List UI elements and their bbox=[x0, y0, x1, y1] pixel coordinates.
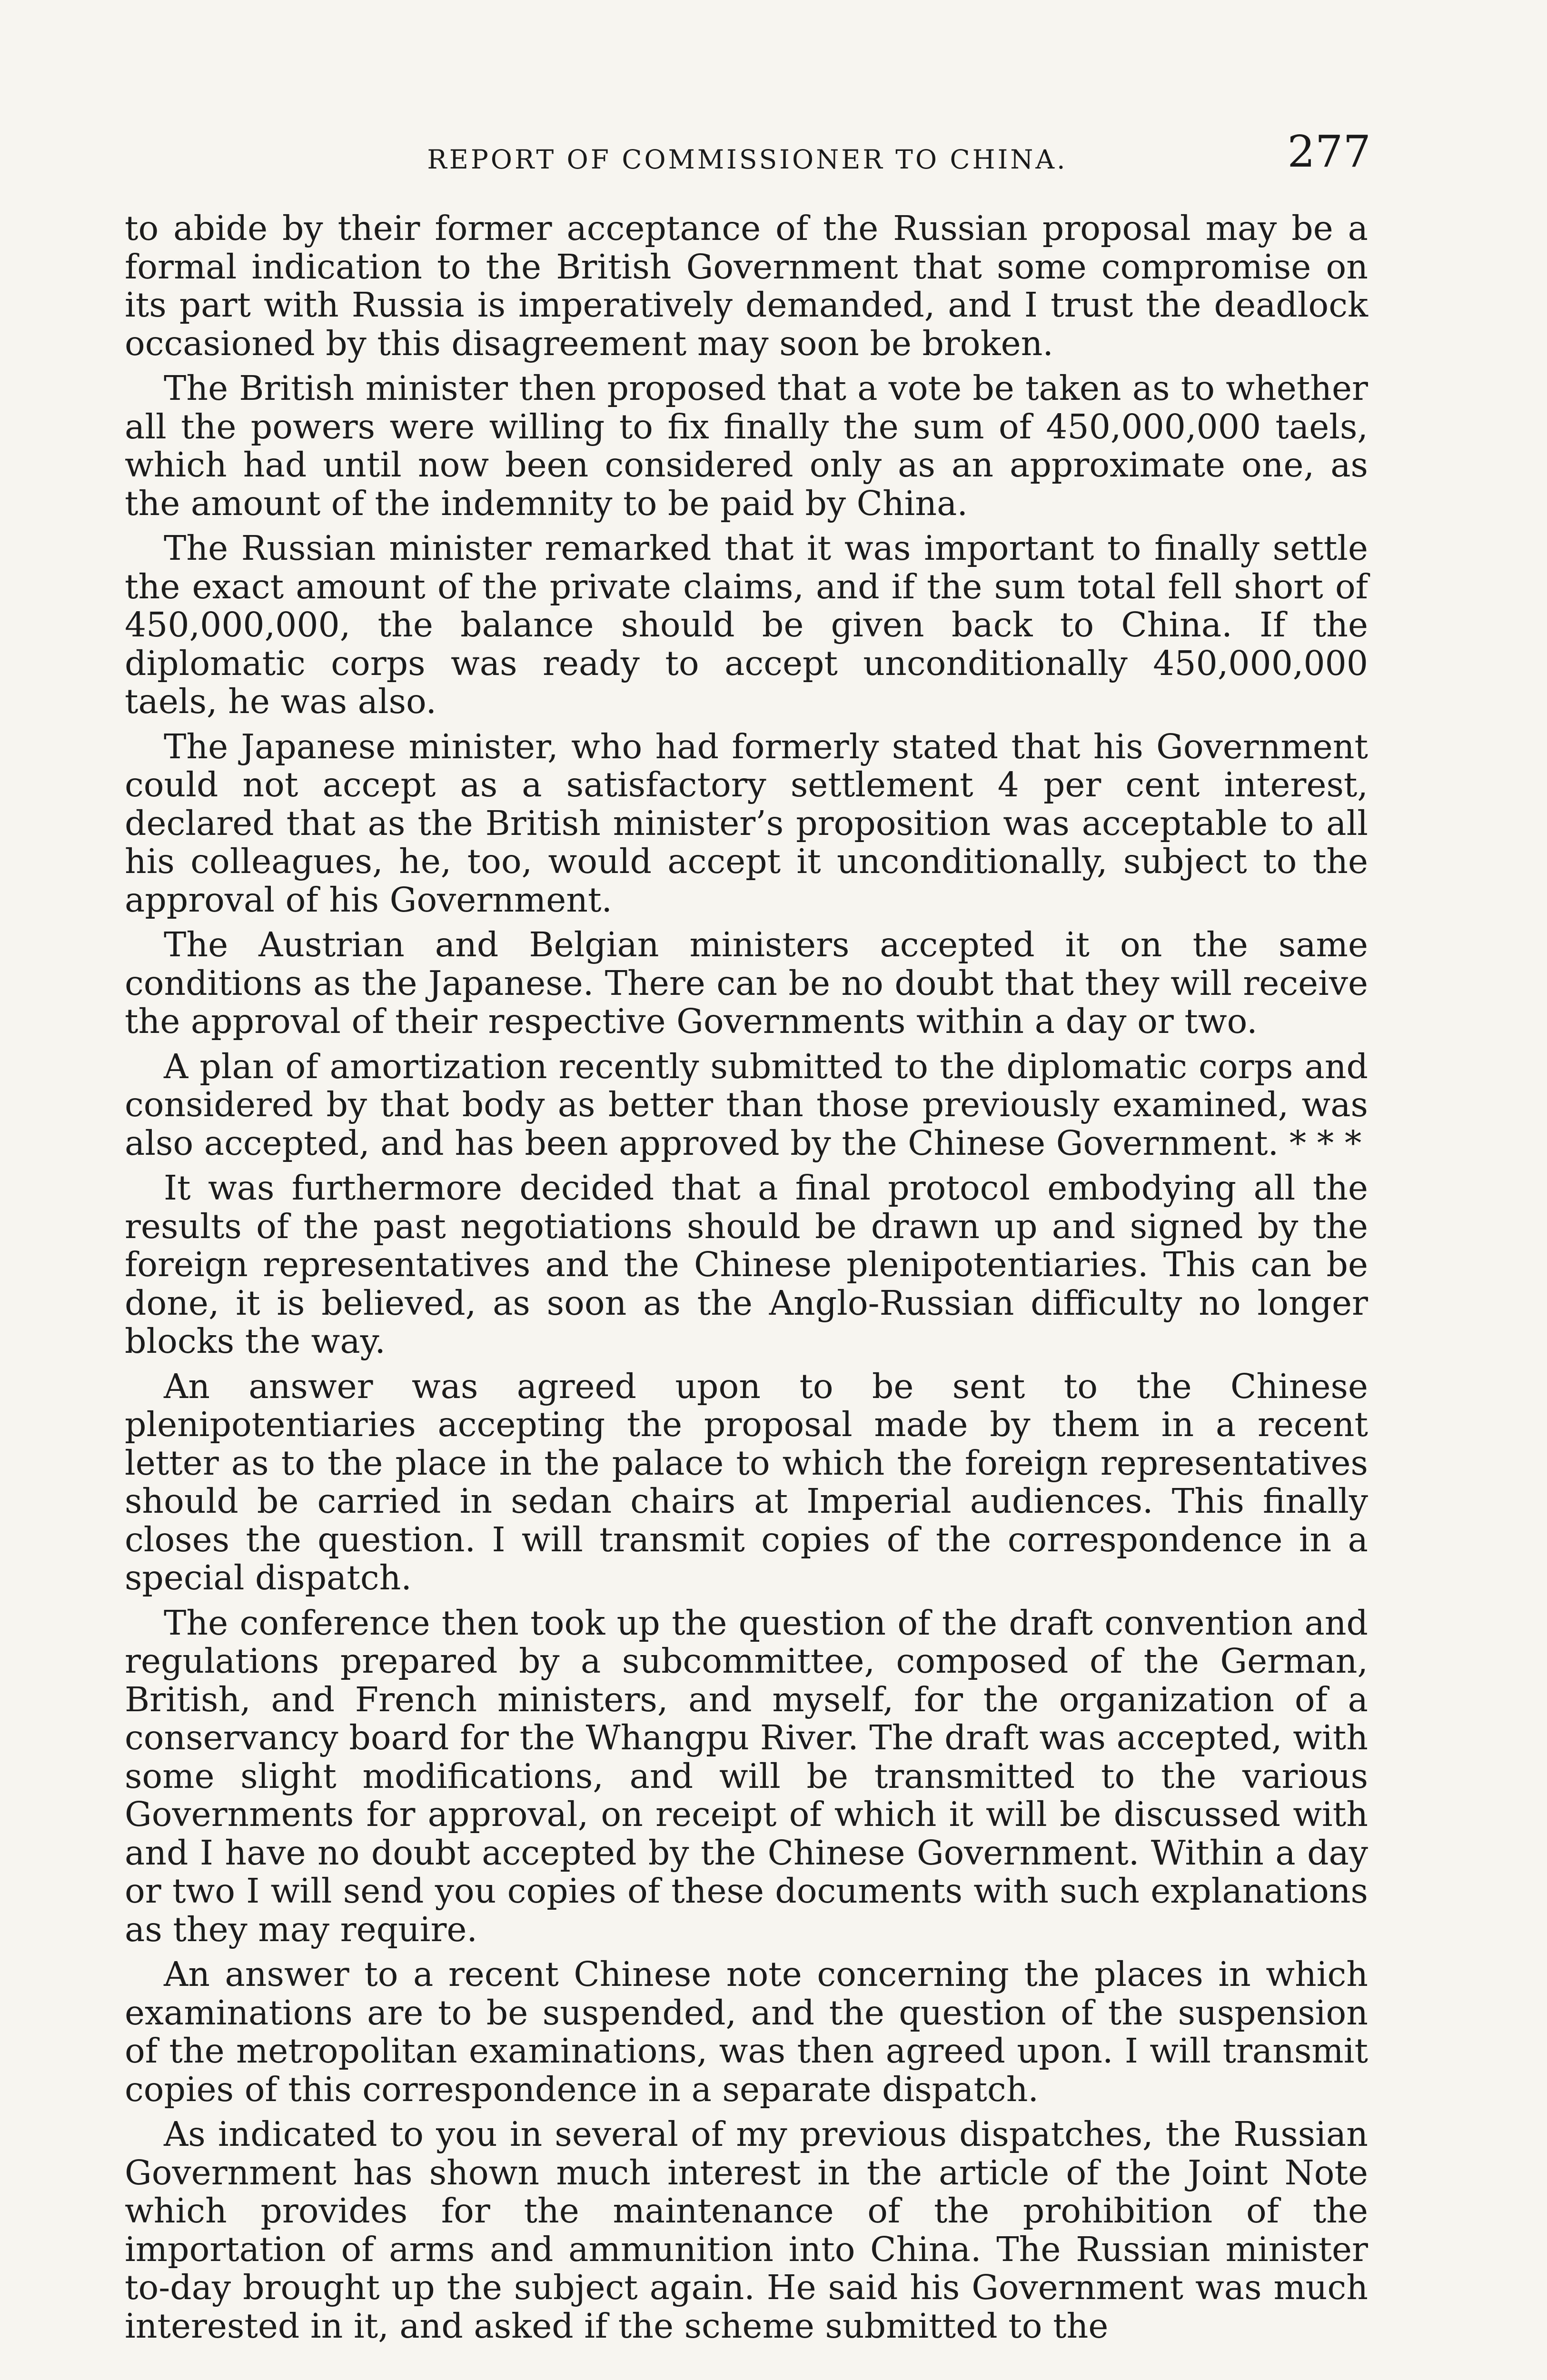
paragraph-amortization: A plan of amortization recently submitted to the diplomatic corps and considered by that body as better than those previously examined, was also accepted, and has been approved by the Chinese Government. * * * bbox=[125, 1046, 1368, 1163]
paragraph-final-protocol: It was furthermore decided that a final protocol embodying all the results of the past negotiations should be drawn up and signed by the foreign representatives and the Chinese plenipotentiaries. This can be done, it is believed, as soon as the Anglo-Russian difficulty no longer blocks the way. bbox=[125, 1168, 1368, 1361]
paragraph-russian-minister: The Russian minister remarked that it was important to finally settle the exact amount of the private claims, and if the sum total fell short of 450,000,000, the balance should be given back to China. If the diplomatic corps was ready to accept unconditionally 450,000,000 taels, he was also. bbox=[125, 528, 1368, 721]
body-text bbox=[125, 209, 1368, 2352]
paragraph-austrian-belgian: The Austrian and Belgian ministers accepted it on the same conditions as the Japanese. There can be no doubt that they will receive the approval of their respective Governments within a day or two. bbox=[125, 925, 1368, 1041]
page-header bbox=[124, 126, 1371, 178]
paragraph-continuation: to abide by their former acceptance of the Russian proposal may be a formal indication to the British Government that some compromise on its part with Russia is imperatively demanded, and I trust the deadlock occasioned by this disagreement may soon be broken. bbox=[125, 208, 1368, 363]
paragraph-british-vote: The British minister then proposed that a vote be taken as to whether all the powers were willing to fix finally the sum of 450,000,000 taels, which had until now been considered only as an approximate one, as the amount of the indemnity to be paid by China. bbox=[125, 368, 1368, 523]
paragraph-sedan-chairs: An answer was agreed upon to be sent to the Chinese plenipotentiaries accepting the proposal made by them in a recent letter as to the place in the palace to which the foreign representatives should be carried in sedan chairs at Imperial audiences. This finally closes the question. I will transmit copies of the correspondence in a special dispatch. bbox=[125, 1366, 1368, 1597]
running-head: REPORT OF COMMISSIONER TO CHINA. bbox=[427, 144, 1068, 175]
page-number: 277 bbox=[1287, 126, 1371, 177]
paragraph-examinations: An answer to a recent Chinese note concerning the places in which examinations are to be suspended, and the question of the suspension of the metropolitan examinations, was then agreed upon. I will transmit copies of this correspondence in a separate dispatch. bbox=[125, 1954, 1368, 2109]
paragraph-arms-importation: As indicated to you in several of my previous dispatches, the Russian Government has shown much interest in the article of the Joint Note which provides for the maintenance of the prohibition of the importation of arms and ammunition into China. The Russian minister to-day brought up the subject again. He said his Government was much interested in it, and asked if the scheme submitted to the bbox=[125, 2114, 1368, 2346]
paragraph-japanese-minister: The Japanese minister, who had formerly stated that his Government could not accept as a satisfactory settlement 4 per cent interest, declared that as the British minister’s proposition was acceptable to all his colleagues, he, too, would accept it unconditionally, subject to the approval of his Government. bbox=[125, 726, 1368, 920]
paragraph-whangpu-conservancy: The conference then took up the question of the draft convention and regulations prepared by a subcommittee, composed of the German, British, and French ministers, and myself, for the organization of a conservancy board for the Whangpu River. The draft was accepted, with some slight modifications, and will be transmitted to the various Governments for approval, on receipt of which it will be discussed with and I have no doubt accepted by the Chinese Government. Within a day or two I will send you copies of these documents with such explanations as they may require. bbox=[125, 1603, 1368, 1949]
